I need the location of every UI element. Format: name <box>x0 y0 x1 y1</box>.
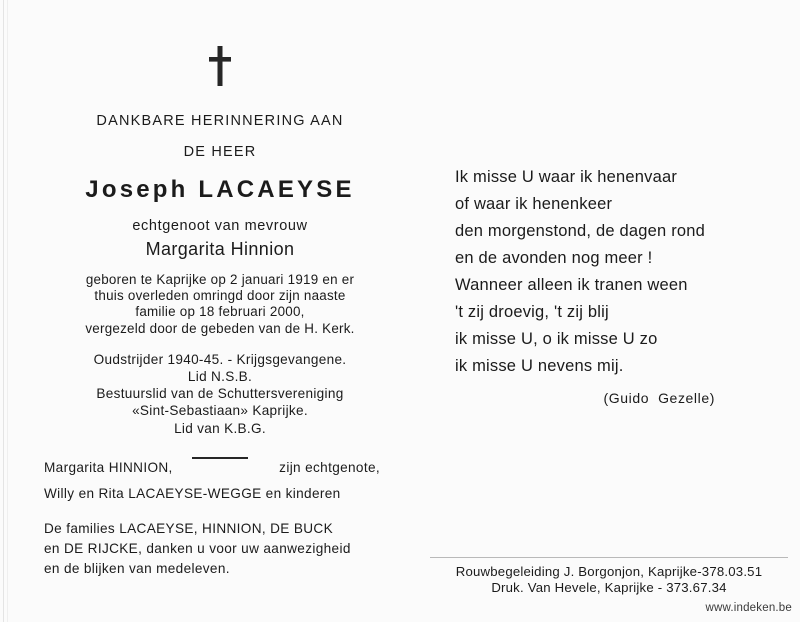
poem-line: ik misse U nevens mij. <box>455 357 624 375</box>
widow-relation: zijn echtgenote, <box>279 460 380 475</box>
poem-line: den morgenstond, de dagen rond <box>455 222 706 240</box>
thanks-line: en de blijken van medeleven. <box>44 561 230 577</box>
salutation-text: DE HEER <box>183 143 257 160</box>
honors-block <box>20 351 420 437</box>
footer-divider <box>430 557 788 558</box>
biography-line: geboren te Kaprijke op 2 januari 1919 en er <box>85 271 355 287</box>
deceased-name: Joseph LACAEYSE <box>85 175 355 203</box>
poem-line: en de avonden nog meer ! <box>455 249 653 267</box>
footer-line: Druk. Van Hevele, Kaprijke - 373.67.34 <box>491 580 727 596</box>
biography-line: familie op 18 februari 2000, <box>135 304 305 320</box>
poem-line: ik misse U, o ik misse U zo <box>455 330 658 348</box>
footer-line: Rouwbegeleiding J. Borgonjon, Kaprijke-378.03.51 <box>455 564 763 579</box>
honors-line: Oudstrijder 1940-45. - Krijgsgevangene. <box>93 352 347 367</box>
footer-block <box>430 564 788 597</box>
biography-line: thuis overleden omringd door zijn naaste <box>94 287 346 303</box>
spouse-intro-text: echtgenoot van mevrouw <box>132 218 308 235</box>
thanks-line: en DE RIJCKE, danken u voor uw aanwezigheid <box>44 541 351 557</box>
poem-author: (Guido Gezelle) <box>603 390 715 406</box>
thanks-paragraph <box>44 519 380 580</box>
memorial-main-column <box>20 46 420 459</box>
watermark-text: www.indeken.be <box>705 602 792 614</box>
scan-edge-line-secondary <box>7 0 8 622</box>
widow-name: Margarita HINNION, <box>44 460 173 475</box>
latin-cross-icon <box>207 46 233 86</box>
honors-line: «Sint-Sebastiaan» Kaprijke. <box>132 403 308 419</box>
dedication-text: DANKBARE HERINNERING AAN <box>96 113 344 129</box>
family-block <box>44 455 380 580</box>
poem-line: Ik misse U waar ik henenvaar <box>455 168 678 186</box>
poem-block <box>455 164 775 380</box>
children-line: Willy en Rita LACAEYSE-WEGGE en kinderen <box>44 485 341 501</box>
poem-line: 't zij droevig, 't zij blij <box>455 303 609 321</box>
scan-edge-line <box>3 0 4 622</box>
honors-line: Lid N.S.B. <box>187 369 253 385</box>
widow-line <box>44 455 380 481</box>
honors-line: Bestuurslid van de Schuttersvereniging <box>96 386 344 402</box>
honors-line: Lid van K.B.G. <box>174 420 266 436</box>
poem-line: Wanneer alleen ik tranen ween <box>455 276 688 294</box>
spouse-name: Margarita Hinnion <box>145 238 295 259</box>
biography-line: vergezeld door de gebeden van de H. Kerk. <box>85 320 355 336</box>
thanks-line: De families LACAEYSE, HINNION, DE BUCK <box>44 520 334 536</box>
poem-line: of waar ik henenkeer <box>455 195 613 213</box>
biography-block <box>20 272 420 337</box>
